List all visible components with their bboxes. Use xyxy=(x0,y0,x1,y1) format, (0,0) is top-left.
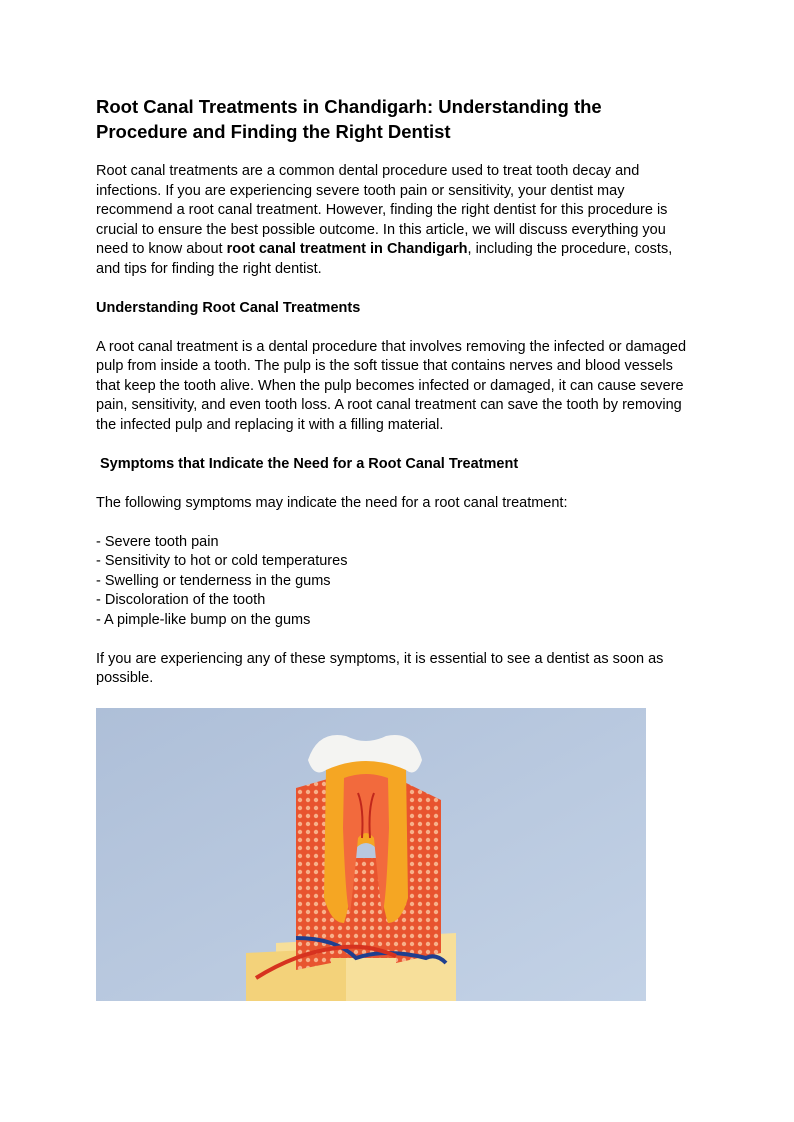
document-body xyxy=(96,94,696,708)
symptoms-closing: If you are experiencing any of these symptoms, it is essential to see a dentist as soon as possible. xyxy=(96,650,664,686)
page-title: Root Canal Treatments in Chandigarh: Understanding the Procedure and Finding the Right Dentist xyxy=(96,96,602,142)
section-heading-symptoms: Symptoms that Indicate the Need for a Root Canal Treatment xyxy=(100,455,519,472)
list-item: - Discoloration of the tooth xyxy=(96,592,266,608)
symptoms-lead: The following symptoms may indicate the need for a root canal treatment: xyxy=(96,494,568,511)
list-item: - Swelling or tenderness in the gums xyxy=(96,572,331,589)
symptoms-list xyxy=(96,533,696,631)
intro-keyword-link: root canal treatment in Chandigarh xyxy=(226,241,468,257)
intro-paragraph xyxy=(96,162,696,279)
intro-text-before: Root canal treatments are a common dental procedure used to treat tooth decay and infections. If you are experiencing severe tooth pain or sensitivity, your dentist may recommend a root canal treatment. However, finding the right dentist for this procedure is crucial to ensure the best possible outcome. In this article, we will discuss everything you need to know about xyxy=(96,163,668,257)
list-item: - A pimple-like bump on the gums xyxy=(96,611,311,628)
section-heading-understanding: Understanding Root Canal Treatments xyxy=(96,299,361,316)
tooth-model-image xyxy=(96,708,646,1001)
list-item: - Severe tooth pain xyxy=(96,533,219,550)
tooth-model-illustration xyxy=(96,708,646,1001)
list-item: - Sensitivity to hot or cold temperatures xyxy=(96,553,348,569)
intro-text-after: , including the procedure, costs, and tips for finding the right dentist. xyxy=(96,241,673,277)
section-understanding-body: A root canal treatment is a dental procedure that involves removing the infected or damaged pulp from inside a tooth. The pulp is the soft tissue that contains nerves and blood vessels that keep the tooth alive. When the pulp becomes infected or damaged, it can cause severe pain, sensitivity, and even tooth loss. A root canal treatment can save the tooth by removing the infected pulp and replacing it with a filling material. xyxy=(96,338,687,433)
